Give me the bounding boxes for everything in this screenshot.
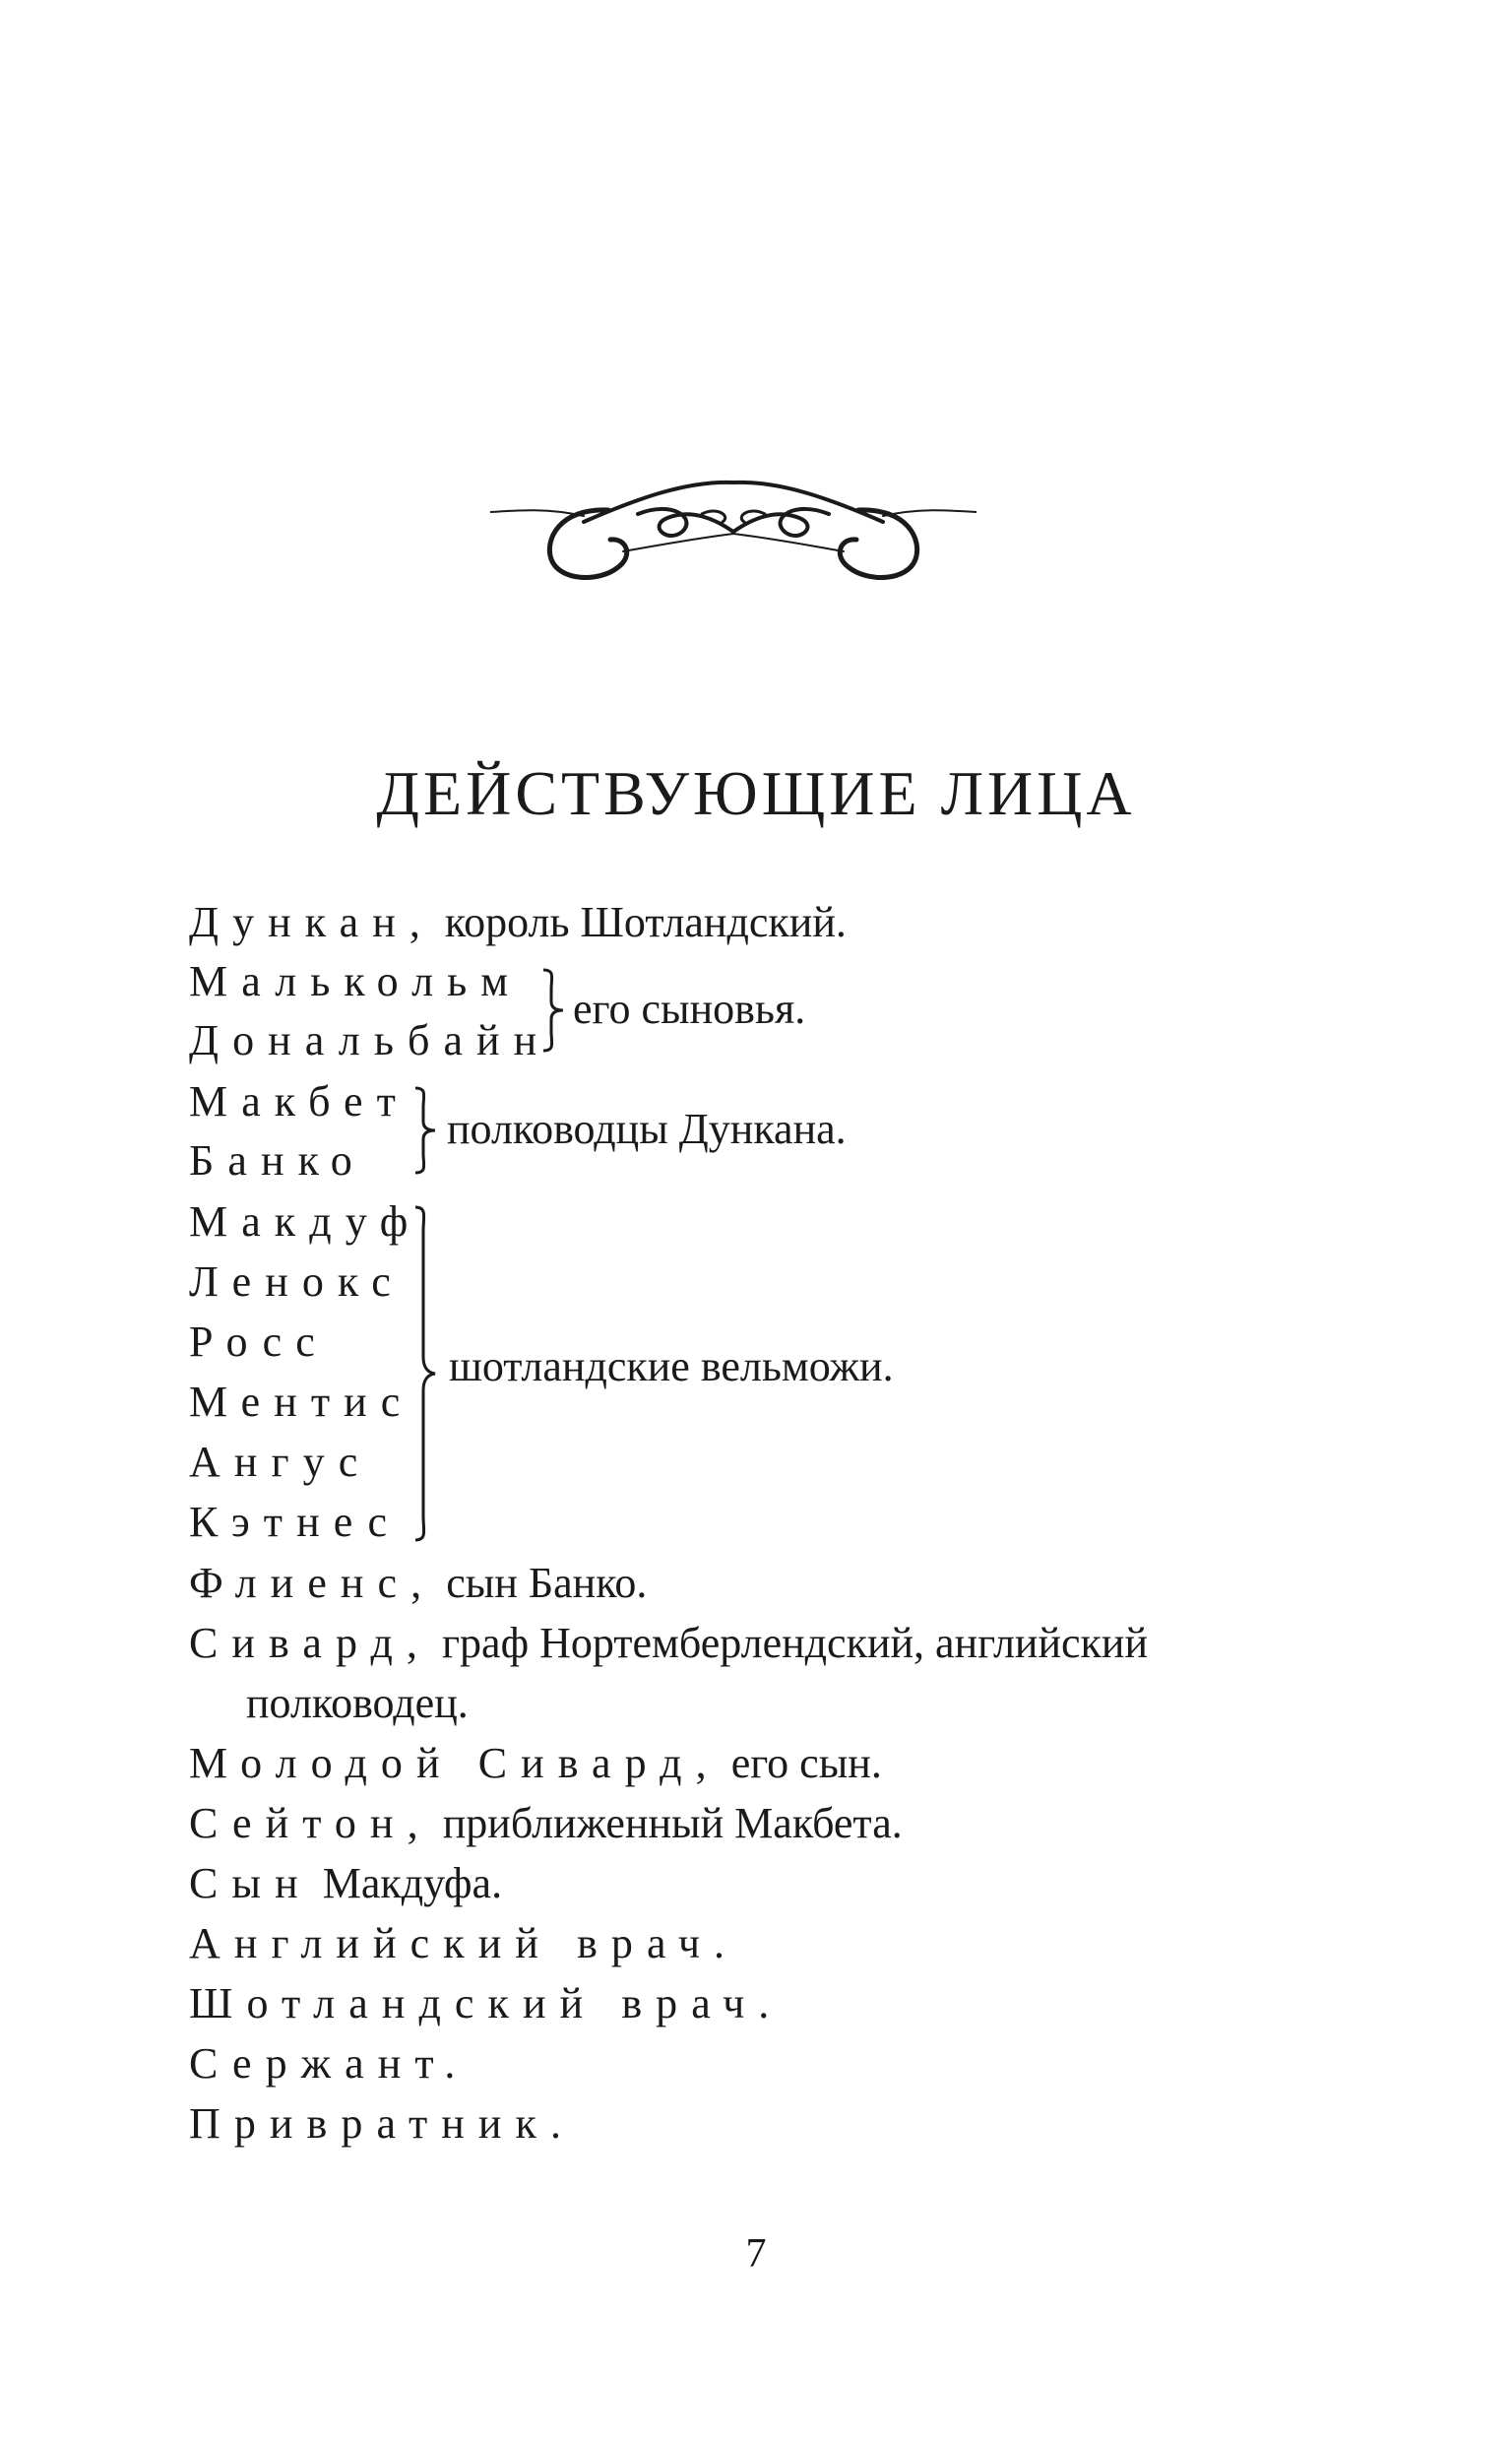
character-name: Флиенс, [189, 1559, 436, 1607]
character-macduff-son [189, 1854, 502, 1913]
character-porter: Привратник. [189, 2099, 576, 2148]
group-desc-generals: полководцы Дункана. [447, 1105, 847, 1153]
brace-icon [411, 1205, 441, 1542]
page-title: ДЕЙСТВУЮЩИЕ ЛИЦА [376, 758, 1136, 828]
flourish-ornament-icon [490, 461, 976, 587]
character-donalbain: Дональбайн [189, 1016, 551, 1064]
character-ross: Росс [189, 1318, 329, 1366]
character-desc: Макдуфа. [311, 1859, 503, 1907]
character-english-doctor: Английский врач. [189, 1919, 739, 1967]
character-banquo: Банко [189, 1136, 366, 1185]
character-fleance [189, 1554, 647, 1613]
character-desc: его сын. [720, 1739, 882, 1787]
character-name: Сейтон, [189, 1799, 432, 1847]
character-sergeant: Сержант. [189, 2039, 470, 2088]
character-desc: король Шотландский. [433, 898, 847, 946]
character-desc: граф Нортемберлендский, английский [431, 1619, 1148, 1667]
brace-icon [539, 968, 569, 1053]
character-macduff: Макдуф [189, 1197, 422, 1246]
character-siward-desc-cont: полководец. [246, 1679, 469, 1727]
character-name: Сивард, [189, 1619, 431, 1667]
group-desc-nobles: шотландские вельможи. [449, 1342, 894, 1390]
character-angus: Ангус [189, 1438, 372, 1486]
character-name: Молодой Сивард, [189, 1739, 721, 1787]
character-malcolm: Малькольм [189, 957, 523, 1005]
character-duncan [189, 893, 847, 952]
character-siward [189, 1614, 1148, 1673]
character-name: Сын [189, 1859, 312, 1907]
character-name: Дункан, [189, 898, 434, 946]
character-macbeth: Макбет [189, 1077, 410, 1125]
character-desc: сын Банко. [435, 1559, 648, 1607]
character-seyton [189, 1794, 903, 1853]
character-lennox: Ленокс [189, 1257, 405, 1306]
character-scottish-doctor: Шотландский врач. [189, 1979, 784, 2027]
character-menteith: Ментис [189, 1378, 414, 1426]
brace-icon [411, 1086, 441, 1175]
character-desc: приближенный Макбета. [431, 1799, 903, 1847]
group-desc-sons: его сыновья. [573, 985, 806, 1033]
character-young-siward [189, 1734, 882, 1793]
character-caithness: Кэтнес [189, 1498, 402, 1546]
page-number: 7 [745, 2231, 767, 2277]
